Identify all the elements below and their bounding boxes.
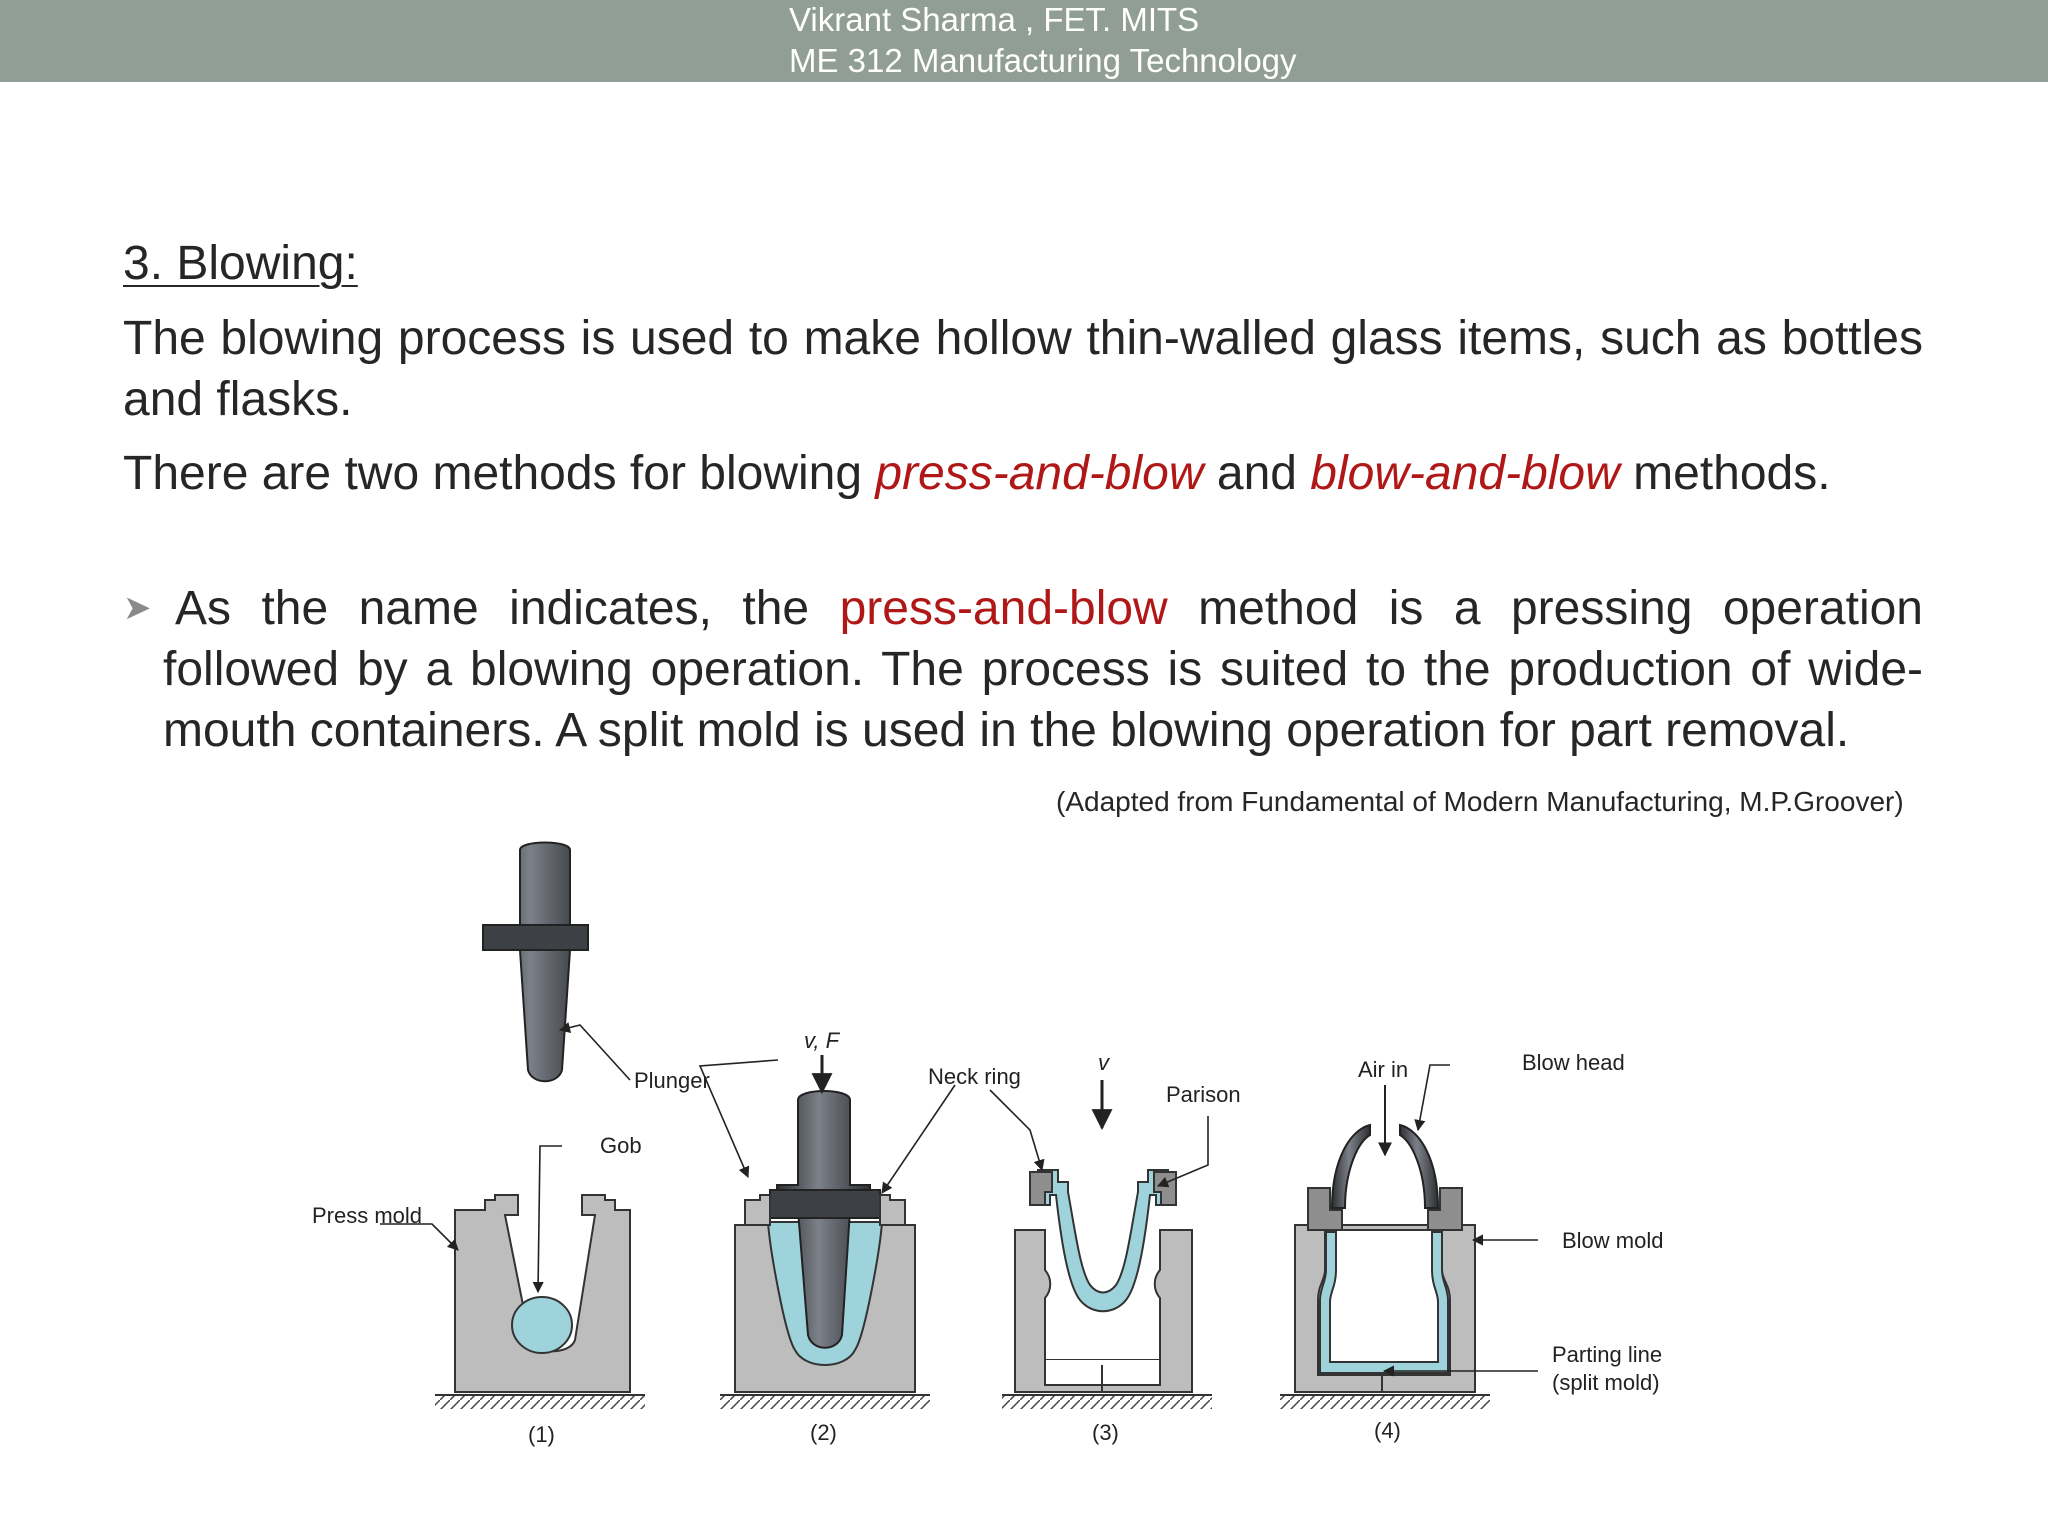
term-press-and-blow: press-and-blow: [875, 447, 1204, 500]
figure-credit: (Adapted from Fundamental of Modern Manufacturing, M.P.Groover): [1056, 786, 1904, 817]
label-parting-line: Parting line: [1552, 1342, 1663, 1367]
step-3-illustration: [1015, 1080, 1192, 1392]
label-v: v: [1098, 1050, 1109, 1075]
label-blow-head: Blow head: [1522, 1050, 1625, 1075]
header-author: Vikrant Sharma , FET. MITS: [789, 1, 1200, 38]
arrow-bullet-icon: ➤: [123, 589, 152, 627]
methods-text-mid: and: [1203, 447, 1311, 500]
label-air-in: Air in: [1358, 1057, 1409, 1082]
paragraph-intro: The blowing process is used to make hollow thin-walled glass items, such as bottles and flasks.: [123, 312, 1923, 426]
label-step-1: (1): [528, 1422, 555, 1447]
term-blow-and-blow: blow-and-blow: [1310, 447, 1620, 500]
paragraph-methods: [123, 443, 1923, 504]
step-1-illustration: [455, 843, 630, 1393]
slide-header: [0, 0, 2048, 82]
methods-text-post: methods.: [1619, 447, 1831, 500]
press-and-blow-diagram: [290, 830, 1710, 1470]
step-2-illustration: [735, 1055, 915, 1392]
label-step-4: (4): [1374, 1418, 1401, 1443]
ground-hatching: [435, 1395, 1490, 1409]
label-parison: Parison: [1166, 1082, 1241, 1107]
label-press-mold: Press mold: [312, 1203, 423, 1228]
label-v-f: v, F: [804, 1028, 840, 1053]
label-neck-ring: Neck ring: [928, 1064, 1021, 1089]
label-step-3: (3): [1092, 1420, 1119, 1445]
label-plunger: Plunger: [634, 1068, 710, 1093]
bullet-text-post: method is a pressing operation followed by a blowing operation. The process is suited to the production of wide-mouth containers. A split mold is used in the blowing operation for part removal.: [163, 582, 1923, 757]
step-4-illustration: [1295, 1085, 1475, 1392]
label-split-mold: (split mold): [1552, 1370, 1660, 1395]
header-course: ME 312 Manufacturing Technology: [789, 42, 1297, 79]
methods-text-pre: There are two methods for blowing: [123, 447, 876, 500]
label-gob: Gob: [600, 1133, 642, 1158]
bullet-text: [123, 578, 1923, 761]
label-step-2: (2): [810, 1420, 837, 1445]
label-blow-mold: Blow mold: [1562, 1228, 1664, 1253]
bullet-press-and-blow: [123, 578, 1923, 761]
bullet-text-pre: As the name indicates, the: [175, 582, 840, 635]
section-heading: 3. Blowing:: [123, 237, 358, 290]
bullet-term: press-and-blow: [839, 582, 1168, 635]
